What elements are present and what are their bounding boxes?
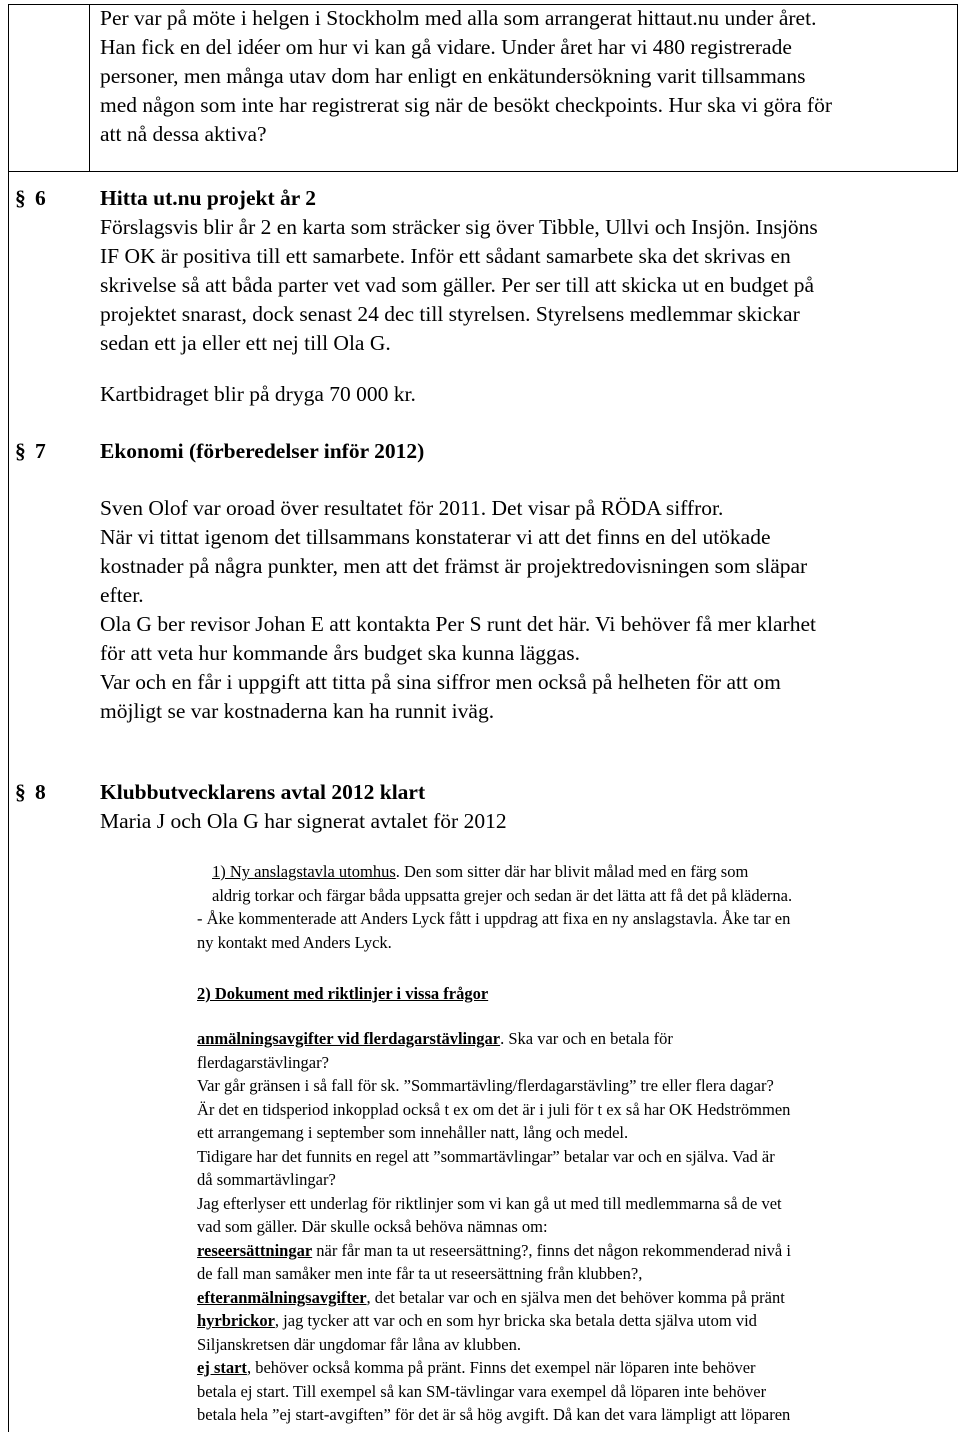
section-7-line: kostnader på några punkter, men att det främst är projektredovisningen som släpar xyxy=(100,554,808,578)
item-2-line: betala ej start. Till exempel så kan SM-tävlingar vara exempel då löparen inte behöver xyxy=(197,1381,767,1401)
item-2-line: ett arrangemang i september som innehåller natt, lång och medel. xyxy=(197,1123,629,1142)
item-1-line xyxy=(197,860,947,884)
intro-line: med någon som inte har registrerat sig när de besökt checkpoints. Hur ska vi göra för xyxy=(100,93,832,117)
item-2-line xyxy=(197,1309,947,1333)
table-border-right xyxy=(957,4,958,171)
intro-line: Per var på möte i helgen i Stockholm med alla som arrangerat hittaut.nu under året. xyxy=(100,6,817,30)
section-6-line: IF OK är positiva till ett samarbete. Inför ett sådant samarbete ska det skrivas en xyxy=(100,244,791,268)
intro-paragraph xyxy=(100,4,950,149)
ej-start-text: , behöver också komma på pränt. Finns det exempel när löparen inte behöver xyxy=(246,1358,756,1377)
section-6-extra: Kartbidraget blir på dryga 70 000 kr. xyxy=(100,382,416,406)
item-2-line: Är det en tidsperiod inkopplad också t ex om det är i juli för t ex så har OK Hedströmmen xyxy=(197,1099,791,1119)
section-7-line: Ola G ber revisor Johan E att kontakta Per S runt det här. Vi behöver få mer klarhet xyxy=(100,612,816,636)
hyr-text: , jag tycker att var och en som hyr bricka ska betala detta själva utom vid xyxy=(274,1311,757,1330)
item-2-line: Siljanskretsen där ungdomar får låna av klubben. xyxy=(197,1334,521,1354)
section-7-line: efter. xyxy=(100,583,144,607)
section-6-line: skrivelse så att båda parter vet vad som gäller. Per ser till att skicka ut en budget på xyxy=(100,273,815,297)
section-7-line: Sven Olof var oroad över resultatet för 2011. Det visar på RÖDA siffror. xyxy=(100,496,724,520)
intro-line: personer, men många utav dom har enligt en enkätundersökning varit tillsammans xyxy=(100,64,806,88)
section-number-8: 8 xyxy=(35,780,46,804)
section-7-line: Var och en får i uppgift att titta på sina siffror men också på helheten för att om xyxy=(100,670,781,694)
item-1-line: aldrig torkar och färgar båda uppsatta grejer och sedan är det lätta att få det på kläderna. xyxy=(212,885,793,905)
section-symbol-8: § xyxy=(15,780,26,804)
item-2-line xyxy=(197,1286,947,1310)
table-column-divider xyxy=(89,4,90,171)
item-1-line: ny kontakt med Anders Lyck. xyxy=(197,932,392,952)
fee-term: anmälningsavgifter vid flerdagarstävlingar xyxy=(197,1029,501,1048)
section-7-line: När vi tittat igenom det tillsammans konstaterar vi att det finns en del utökade xyxy=(100,525,771,549)
item-1-line: - Åke kommenterade att Anders Lyck fått i uppdrag att fixa en ny anslagstavla. Åke tar en xyxy=(197,909,791,928)
rese-term: reseersättningar xyxy=(197,1240,313,1260)
section-7-line: för att veta hur kommande års budget ska kunna läggas. xyxy=(100,641,581,665)
section-8-title: Klubbutvecklarens avtal 2012 klart xyxy=(100,780,426,804)
item-2-body xyxy=(197,1027,947,1427)
rese-text: när får man ta ut reseersättning?, finns det någon rekommenderad nivå i xyxy=(312,1240,791,1260)
section-symbol-6: § xyxy=(15,186,26,210)
section-6 xyxy=(100,184,950,358)
item-2-line: betala hela ”ej start-avgiften” för det är så hög avgift. Då kan det vara lämpligt att löparen xyxy=(197,1405,791,1424)
hyr-term: hyrbrickor xyxy=(197,1311,275,1330)
table-border-left xyxy=(8,4,9,1432)
efter-term: efteranmälningsavgifter xyxy=(197,1287,367,1307)
item-1-text: . Den som sitter där har blivit målad med en färg som xyxy=(395,862,749,881)
section-6-line: projektet snarast, dock senast 24 dec till styrelsen. Styrelsens medlemmar skickar xyxy=(100,302,800,326)
intro-line: Han fick en del idéer om hur vi kan gå vidare. Under året har vi 480 registrerade xyxy=(100,35,792,59)
item-2-line xyxy=(197,1239,947,1263)
item-1 xyxy=(197,860,947,954)
section-6-line: sedan ett ja eller ett nej till Ola G. xyxy=(100,331,391,355)
section-7-line: möjligt se var kostnaderna kan ha runnit iväg. xyxy=(100,699,495,723)
section-8-subtitle: Maria J och Ola G har signerat avtalet för 2012 xyxy=(100,809,507,833)
section-number-7: 7 xyxy=(35,439,46,463)
table-border-row xyxy=(8,171,958,172)
ej-start-term: ej start xyxy=(197,1358,247,1377)
section-6-line: Förslagsvis blir år 2 en karta som sträcker sig över Tibble, Ullvi och Insjön. Insjöns xyxy=(100,215,818,239)
fee-text: . Ska var och en betala för xyxy=(500,1029,673,1048)
item-1-heading: 1) Ny anslagstavla utomhus xyxy=(212,862,396,881)
section-number-6: 6 xyxy=(35,186,46,210)
efter-text: , det betalar var och en själva men det behöver komma på pränt xyxy=(366,1287,785,1307)
item-2-line: då sommartävlingar? xyxy=(197,1170,336,1189)
section-7-title: Ekonomi (förberedelser inför 2012) xyxy=(100,439,425,463)
intro-line: att nå dessa aktiva? xyxy=(100,122,267,146)
section-6-title: Hitta ut.nu projekt år 2 xyxy=(100,186,317,210)
item-2-line xyxy=(197,1356,947,1380)
section-7-body xyxy=(100,494,950,726)
section-8-header xyxy=(100,778,950,836)
item-2-heading: 2) Dokument med riktlinjer i vissa frågor xyxy=(197,984,489,1003)
section-symbol-7: § xyxy=(15,439,26,463)
item-2-line: vad som gäller. Där skulle också behöva nämnas om: xyxy=(197,1217,548,1236)
item-2-line: Jag efterlyser ett underlag för riktlinjer som vi kan gå ut med till medlemmarna så de vet xyxy=(197,1193,782,1213)
item-2-line: Tidigare har det funnits en regel att ”sommartävlingar” betalar var och en själva. Vad är xyxy=(197,1146,775,1166)
item-2-line: de fall man samåker men inte får ta ut reseersättning från klubben?, xyxy=(197,1264,643,1283)
item-2-line: flerdagarstävlingar? xyxy=(197,1052,329,1072)
item-2-line xyxy=(197,1027,947,1051)
item-2-line: Var går gränsen i så fall för sk. ”Sommartävling/flerdagarstävling” tre eller flera dagar? xyxy=(197,1076,774,1095)
